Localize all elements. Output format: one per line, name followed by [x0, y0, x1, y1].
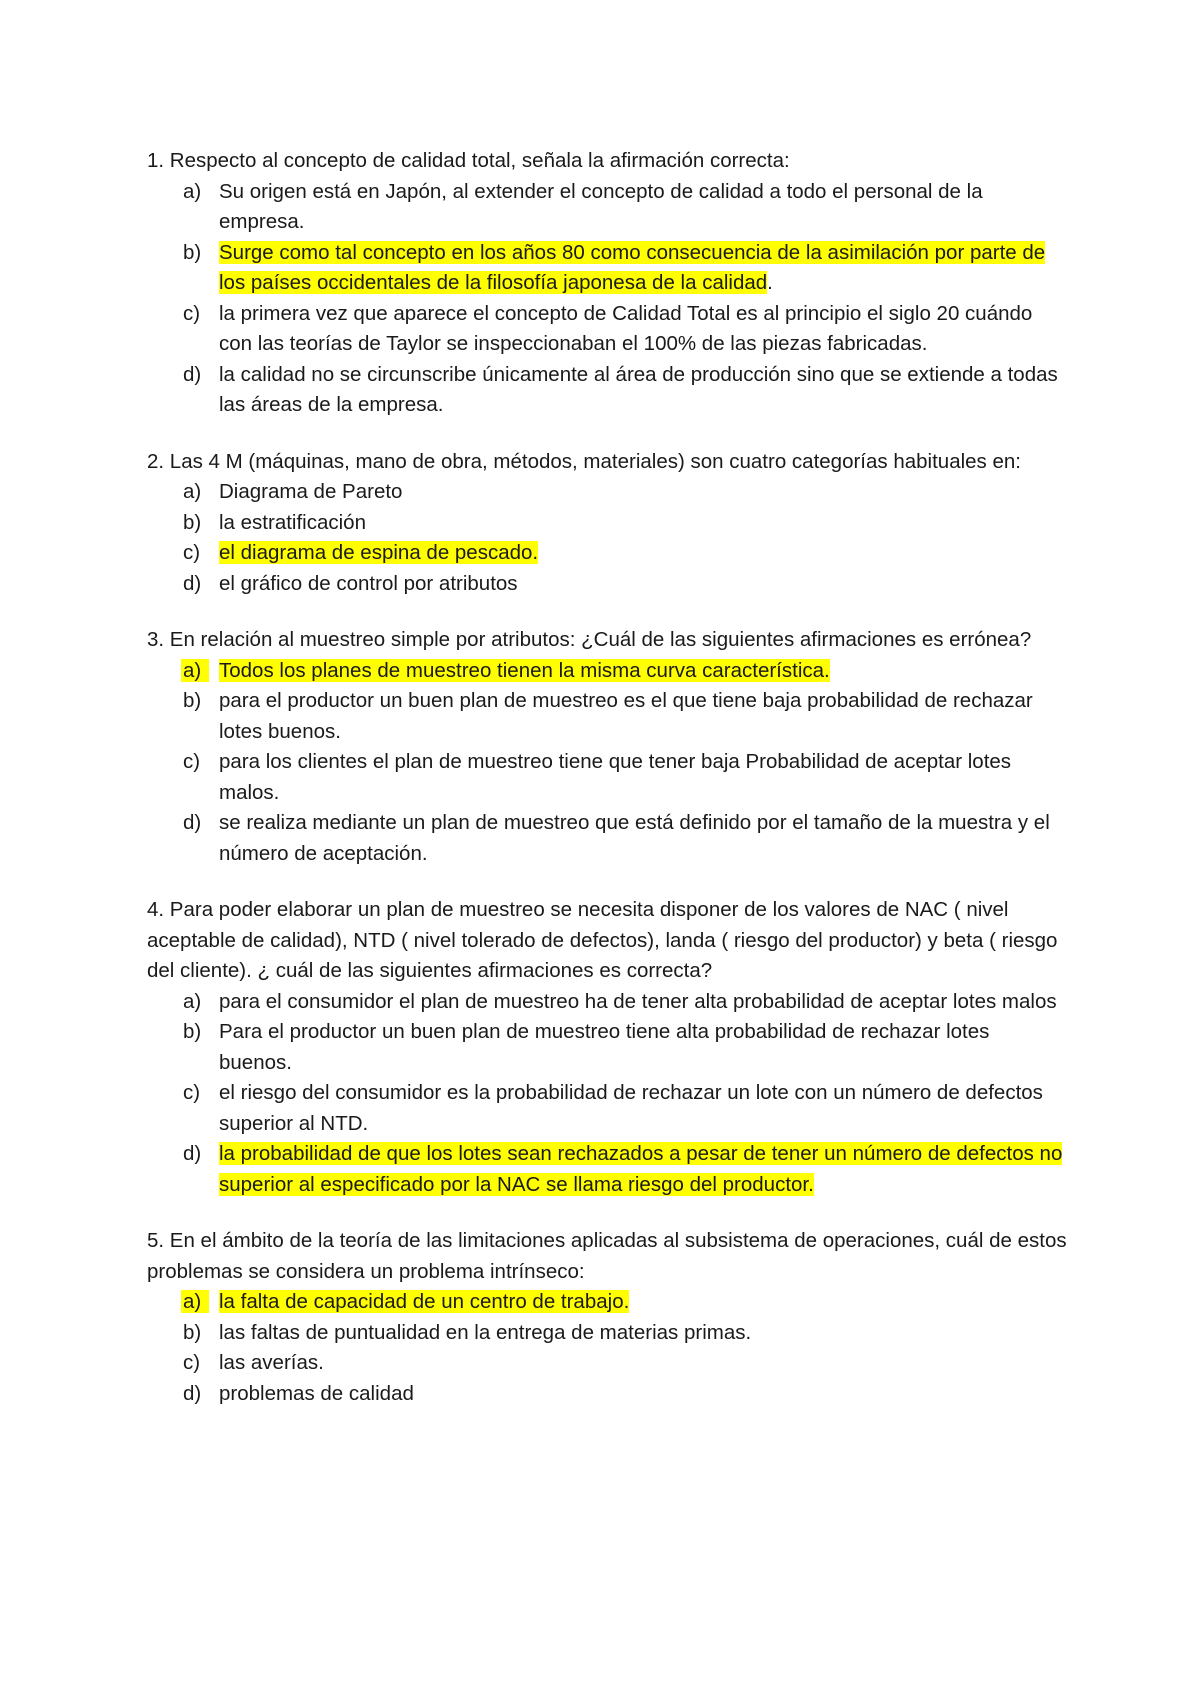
option-letter-text: a): [183, 480, 202, 503]
highlighted-answer: el diagrama de espina de pescado.: [219, 541, 539, 564]
option-letter-text: b): [183, 1020, 202, 1043]
question-text: 1. Respecto al concepto de calidad total, señala la afirmación correcta:: [147, 149, 790, 172]
answer-options: [147, 1287, 1067, 1409]
option-text-content: las faltas de puntualidad en la entrega de materias primas.: [219, 1320, 752, 1344]
answer-option: [147, 1017, 1067, 1078]
option-text: [219, 1287, 1067, 1318]
option-letter: [147, 1379, 219, 1410]
option-letter-text: c): [183, 1351, 201, 1374]
answer-option: [147, 808, 1067, 869]
option-letter-text: c): [183, 541, 201, 564]
answer-option: [147, 569, 1067, 600]
option-letter: [147, 1139, 219, 1200]
option-text: [219, 1379, 1067, 1410]
question-4: [147, 895, 1067, 1200]
option-text-content: Su origen está en Japón, al extender el concepto de calidad a todo el personal de la empresa.: [219, 179, 983, 233]
highlighted-answer: la falta de capacidad de un centro de trabajo.: [219, 1290, 630, 1313]
answer-option: [147, 299, 1067, 360]
option-letter: [147, 1078, 219, 1139]
option-letter: [147, 747, 219, 808]
option-letter: [147, 1017, 219, 1078]
option-letter-text: c): [183, 750, 201, 773]
option-letter-text: a): [181, 1290, 209, 1313]
answer-option: [147, 177, 1067, 238]
answer-options: [147, 987, 1067, 1201]
answer-option: [147, 1379, 1067, 1410]
option-text: [219, 1078, 1067, 1139]
answer-options: [147, 477, 1067, 599]
highlighted-answer: Surge como tal concepto en los años 80 como consecuencia de la asimilación por parte de los países occidentales de la filosofía japonesa de la calidad: [219, 240, 1046, 294]
answer-option: [147, 656, 1067, 687]
option-text: [219, 360, 1067, 421]
option-text: [219, 987, 1067, 1018]
answer-option: [147, 1348, 1067, 1379]
answer-option: [147, 238, 1067, 299]
option-letter: [147, 656, 219, 687]
option-text: [219, 1348, 1067, 1379]
option-letter: [147, 177, 219, 238]
option-letter: [147, 238, 219, 299]
question-text: 3. En relación al muestreo simple por atributos: ¿Cuál de las siguientes afirmaciones es errónea?: [147, 628, 1032, 651]
option-letter-text: b): [183, 240, 202, 264]
option-letter-text: a): [181, 659, 209, 682]
option-text-content: la estratificación: [219, 510, 366, 534]
option-letter: [147, 569, 219, 600]
answer-option: [147, 1139, 1067, 1200]
answer-option: [147, 747, 1067, 808]
option-text: [219, 1318, 1067, 1349]
option-letter-text: d): [183, 571, 202, 595]
option-letter: [147, 808, 219, 869]
question-text: 5. En el ámbito de la teoría de las limitaciones aplicadas al subsistema de operaciones, cuál de estos problemas se considera un problema intrínseco:: [147, 1229, 1067, 1283]
option-text: [219, 1017, 1067, 1078]
option-text: [219, 747, 1067, 808]
answer-option: [147, 1318, 1067, 1349]
option-text: [219, 569, 1067, 600]
option-letter-text: d): [183, 362, 202, 386]
option-text: [219, 299, 1067, 360]
option-text: [219, 686, 1067, 747]
option-text-content: la calidad no se circunscribe únicamente al área de producción sino que se extiende a todas las áreas de la empresa.: [219, 362, 1058, 416]
answer-option: [147, 987, 1067, 1018]
answer-option: [147, 508, 1067, 539]
answer-option: [147, 686, 1067, 747]
question-3: [147, 625, 1067, 869]
option-text: [219, 238, 1067, 299]
answer-options: [147, 177, 1067, 421]
option-text: [219, 177, 1067, 238]
option-text-content: para el consumidor el plan de muestreo ha de tener alta probabilidad de aceptar lotes malos: [219, 989, 1057, 1013]
option-text: [219, 538, 1067, 569]
option-letter-text: c): [183, 1081, 201, 1104]
option-letter: [147, 1318, 219, 1349]
option-suffix: .: [767, 271, 773, 294]
option-text-content: el riesgo del consumidor es la probabilidad de rechazar un lote con un número de defectos superior al NTD.: [219, 1081, 1043, 1135]
option-text-content: Para el productor un buen plan de muestreo tiene alta probabilidad de rechazar lotes buenos.: [219, 1020, 990, 1074]
highlighted-answer: la probabilidad de que los lotes sean rechazados a pesar de tener un número de defectos no superior al especificado por la NAC se llama riesgo del productor.: [219, 1142, 1063, 1196]
option-letter: [147, 686, 219, 747]
option-letter-text: a): [183, 989, 202, 1013]
highlighted-answer: Todos los planes de muestreo tienen la misma curva característica.: [219, 658, 830, 682]
option-text-content: para el productor un buen plan de muestreo es el que tiene baja probabilidad de rechazar lotes buenos.: [219, 689, 1033, 743]
question-2: [147, 447, 1067, 600]
answer-option: [147, 477, 1067, 508]
question-5: [147, 1226, 1067, 1409]
option-text: [219, 656, 1067, 687]
option-letter-text: d): [183, 1142, 202, 1165]
answer-options: [147, 656, 1067, 870]
answer-option: [147, 538, 1067, 569]
option-letter: [147, 1287, 219, 1318]
option-text-content: las averías.: [219, 1351, 324, 1374]
option-letter-text: b): [183, 689, 202, 712]
option-text-content: Diagrama de Pareto: [219, 480, 403, 503]
question-text: 4. Para poder elaborar un plan de muestreo se necesita disponer de los valores de NAC ( nivel aceptable de calidad), NTD ( nivel tolerado de defectos), landa ( riesgo del productor) y beta ( riesgo del cliente). ¿ cuál de las siguientes afirmaciones es correcta?: [147, 898, 1058, 982]
question-text: 2. Las 4 M (máquinas, mano de obra, métodos, materiales) son cuatro categorías habituales en:: [147, 449, 1022, 473]
question-1: [147, 146, 1067, 421]
option-text-content: problemas de calidad: [219, 1381, 414, 1405]
option-text-content: para los clientes el plan de muestreo tiene que tener baja Probabilidad de aceptar lotes malos.: [219, 750, 1012, 804]
option-letter: [147, 987, 219, 1018]
option-letter: [147, 508, 219, 539]
option-letter-text: d): [183, 1381, 202, 1405]
option-letter: [147, 360, 219, 421]
option-letter-text: a): [183, 179, 202, 203]
option-text: [219, 1139, 1067, 1200]
quiz-content: [147, 146, 1067, 1435]
option-text: [219, 808, 1067, 869]
option-letter-text: b): [183, 1320, 202, 1344]
option-text-content: el gráfico de control por atributos: [219, 571, 518, 595]
answer-option: [147, 360, 1067, 421]
answer-option: [147, 1287, 1067, 1318]
answer-option: [147, 1078, 1067, 1139]
option-letter: [147, 1348, 219, 1379]
option-text: [219, 508, 1067, 539]
option-letter-text: c): [183, 301, 201, 325]
option-letter: [147, 477, 219, 508]
option-letter: [147, 299, 219, 360]
option-text-content: se realiza mediante un plan de muestreo que está definido por el tamaño de la muestra y el número de aceptación.: [219, 811, 1050, 865]
option-letter: [147, 538, 219, 569]
option-text-content: la primera vez que aparece el concepto de Calidad Total es al principio el siglo 20 cuándo con las teorías de Taylor se inspeccionaban el 100% de las piezas fabricadas.: [219, 301, 1033, 355]
option-letter-text: b): [183, 510, 202, 534]
option-letter-text: d): [183, 811, 202, 834]
option-text: [219, 477, 1067, 508]
